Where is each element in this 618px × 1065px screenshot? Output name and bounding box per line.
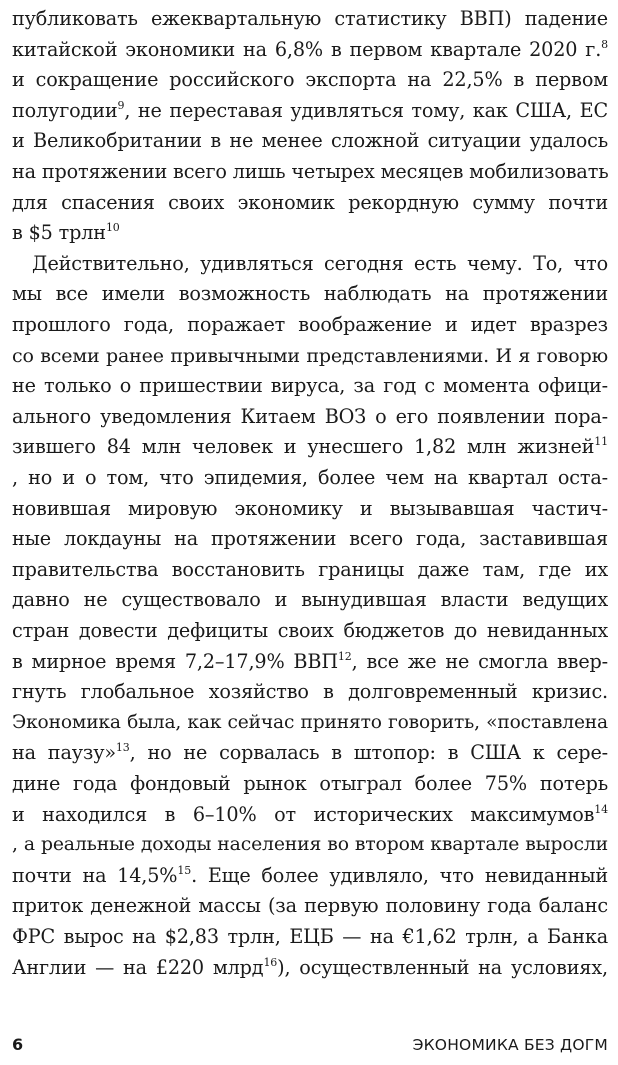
footnote-marker[interactable]: 11 xyxy=(594,435,608,449)
footnote-marker[interactable]: 16 xyxy=(263,955,278,969)
line-text: ального уведомления Китаем ВОЗ о его появлении пора- xyxy=(12,404,608,428)
footnote-marker[interactable]: 13 xyxy=(115,741,130,755)
text-line xyxy=(12,861,608,891)
text-line xyxy=(12,585,608,615)
line-text: для спасения своих экономик рекордную сумму почти xyxy=(12,190,608,214)
footnote-marker[interactable]: 15 xyxy=(177,863,192,877)
line-text: Англии — на £220 млрд xyxy=(12,955,264,979)
line-text: новившая мировую экономику и вызывавшая частич- xyxy=(12,496,608,520)
text-line xyxy=(12,922,608,952)
line-text-rest: , не переставая удивляться тому, как США, ЕС xyxy=(124,98,608,122)
line-text: в мирное время 7,2–17,9% ВВП xyxy=(12,649,338,673)
line-text-rest: , все же не смогла ввер- xyxy=(351,649,608,673)
line-text: почти на 14,5% xyxy=(12,863,178,887)
text-line xyxy=(12,4,608,34)
line-prefix: , xyxy=(12,834,24,856)
line-text: Экономика была, как сейчас принято говорить, «поставлена xyxy=(12,711,608,733)
footnote-marker[interactable]: 12 xyxy=(337,649,352,663)
text-line xyxy=(12,524,608,554)
line-text: Действительно, удивляться сегодня есть чему. То, что xyxy=(32,251,608,275)
text-line xyxy=(12,677,608,707)
text-line xyxy=(12,800,608,830)
text-line xyxy=(12,402,608,432)
text-line xyxy=(12,310,608,340)
line-text: давно не существовало и вынудившая власти ведущих xyxy=(12,588,608,612)
text-line xyxy=(12,891,608,921)
text-line xyxy=(12,769,608,799)
text-line xyxy=(12,953,608,983)
text-line xyxy=(12,647,608,677)
line-text: ФРС вырос на $2,83 трлн, ЕЦБ — на €1,62 трлн, а Банка xyxy=(12,925,608,948)
line-text: полугодии xyxy=(12,98,118,122)
line-text: и Великобритании в не менее сложной ситуации удалось xyxy=(12,129,608,153)
line-text: дине года фондовый рынок отыграл более 75% потерь xyxy=(12,772,608,795)
text-line xyxy=(12,616,608,646)
text-line xyxy=(12,341,608,371)
page-number: 6 xyxy=(12,1035,24,1054)
line-text: не только о пришествии вируса, за год с момента офици- xyxy=(12,374,608,398)
text-line xyxy=(12,708,608,738)
line-text: стран довести дефициты своих бюджетов до невиданных xyxy=(12,619,608,642)
line-text: и находился в 6–10% от исторических максимумов xyxy=(12,802,595,826)
line-text: со всеми ранее привычными представлениями. И я говорю xyxy=(12,344,608,367)
line-text: мы все имели возможность наблюдать на протяжении xyxy=(12,282,608,306)
line-text: правительства восстановить границы даже там, где их xyxy=(12,557,608,581)
line-text: прошлого года, поражает воображение и идет вразрез xyxy=(12,313,608,336)
text-line xyxy=(12,371,608,401)
line-text: приток денежной массы (за первую половину года баланс xyxy=(12,894,608,918)
text-line xyxy=(12,96,608,126)
line-text: и сокращение российского экспорта на 22,5% в первом xyxy=(12,68,608,92)
text-line xyxy=(12,432,608,462)
text-line xyxy=(12,126,608,156)
line-text: зившего 84 млн человек и унесшего 1,82 млн жизней xyxy=(12,435,595,459)
text-line xyxy=(12,494,608,524)
footnote-marker[interactable]: 8 xyxy=(601,37,608,51)
line-text: но и о том, что эпидемия, более чем на квартал оста- xyxy=(28,466,608,489)
text-line xyxy=(12,738,608,768)
line-text: публиковать ежеквартальную статистику ВВП) падение xyxy=(12,7,608,30)
line-text-rest: . Еще более удивляло, что невиданный xyxy=(191,863,608,887)
text-line xyxy=(12,830,608,860)
line-text: на протяжении всего лишь четырех месяцев мобилизовать xyxy=(12,160,609,183)
text-line xyxy=(12,188,608,218)
text-line xyxy=(12,279,608,309)
footnote-marker[interactable]: 9 xyxy=(117,98,125,112)
line-text-rest: ), осуществленный на условиях, xyxy=(277,955,608,979)
line-text: гнуть глобальное хозяйство в долговременный кризис. xyxy=(12,680,608,704)
line-text: на паузу» xyxy=(12,741,116,765)
line-prefix: , xyxy=(12,466,29,489)
line-text-rest: , но не сорвалась в штопор: в США к сере- xyxy=(129,741,608,765)
footnote-marker[interactable]: 14 xyxy=(594,802,608,816)
line-text: а реальные доходы населения во втором квартале выросли xyxy=(23,834,609,856)
line-text: китайской экономики на 6,8% в первом квартале 2020 г. xyxy=(12,37,602,61)
running-head: ЭКОНОМИКА БЕЗ ДОГМ xyxy=(412,1036,608,1054)
text-line xyxy=(12,35,608,65)
line-text: в $5 трлн xyxy=(12,221,106,245)
text-line xyxy=(12,463,608,493)
page-footer xyxy=(12,1034,608,1056)
text-line xyxy=(12,157,608,187)
text-line xyxy=(12,218,608,248)
text-line xyxy=(12,249,608,279)
footnote-marker[interactable]: 10 xyxy=(105,221,120,235)
text-line xyxy=(12,65,608,95)
text-line xyxy=(12,555,608,585)
line-text: ные локдауны на протяжении всего года, заставившая xyxy=(12,527,608,551)
